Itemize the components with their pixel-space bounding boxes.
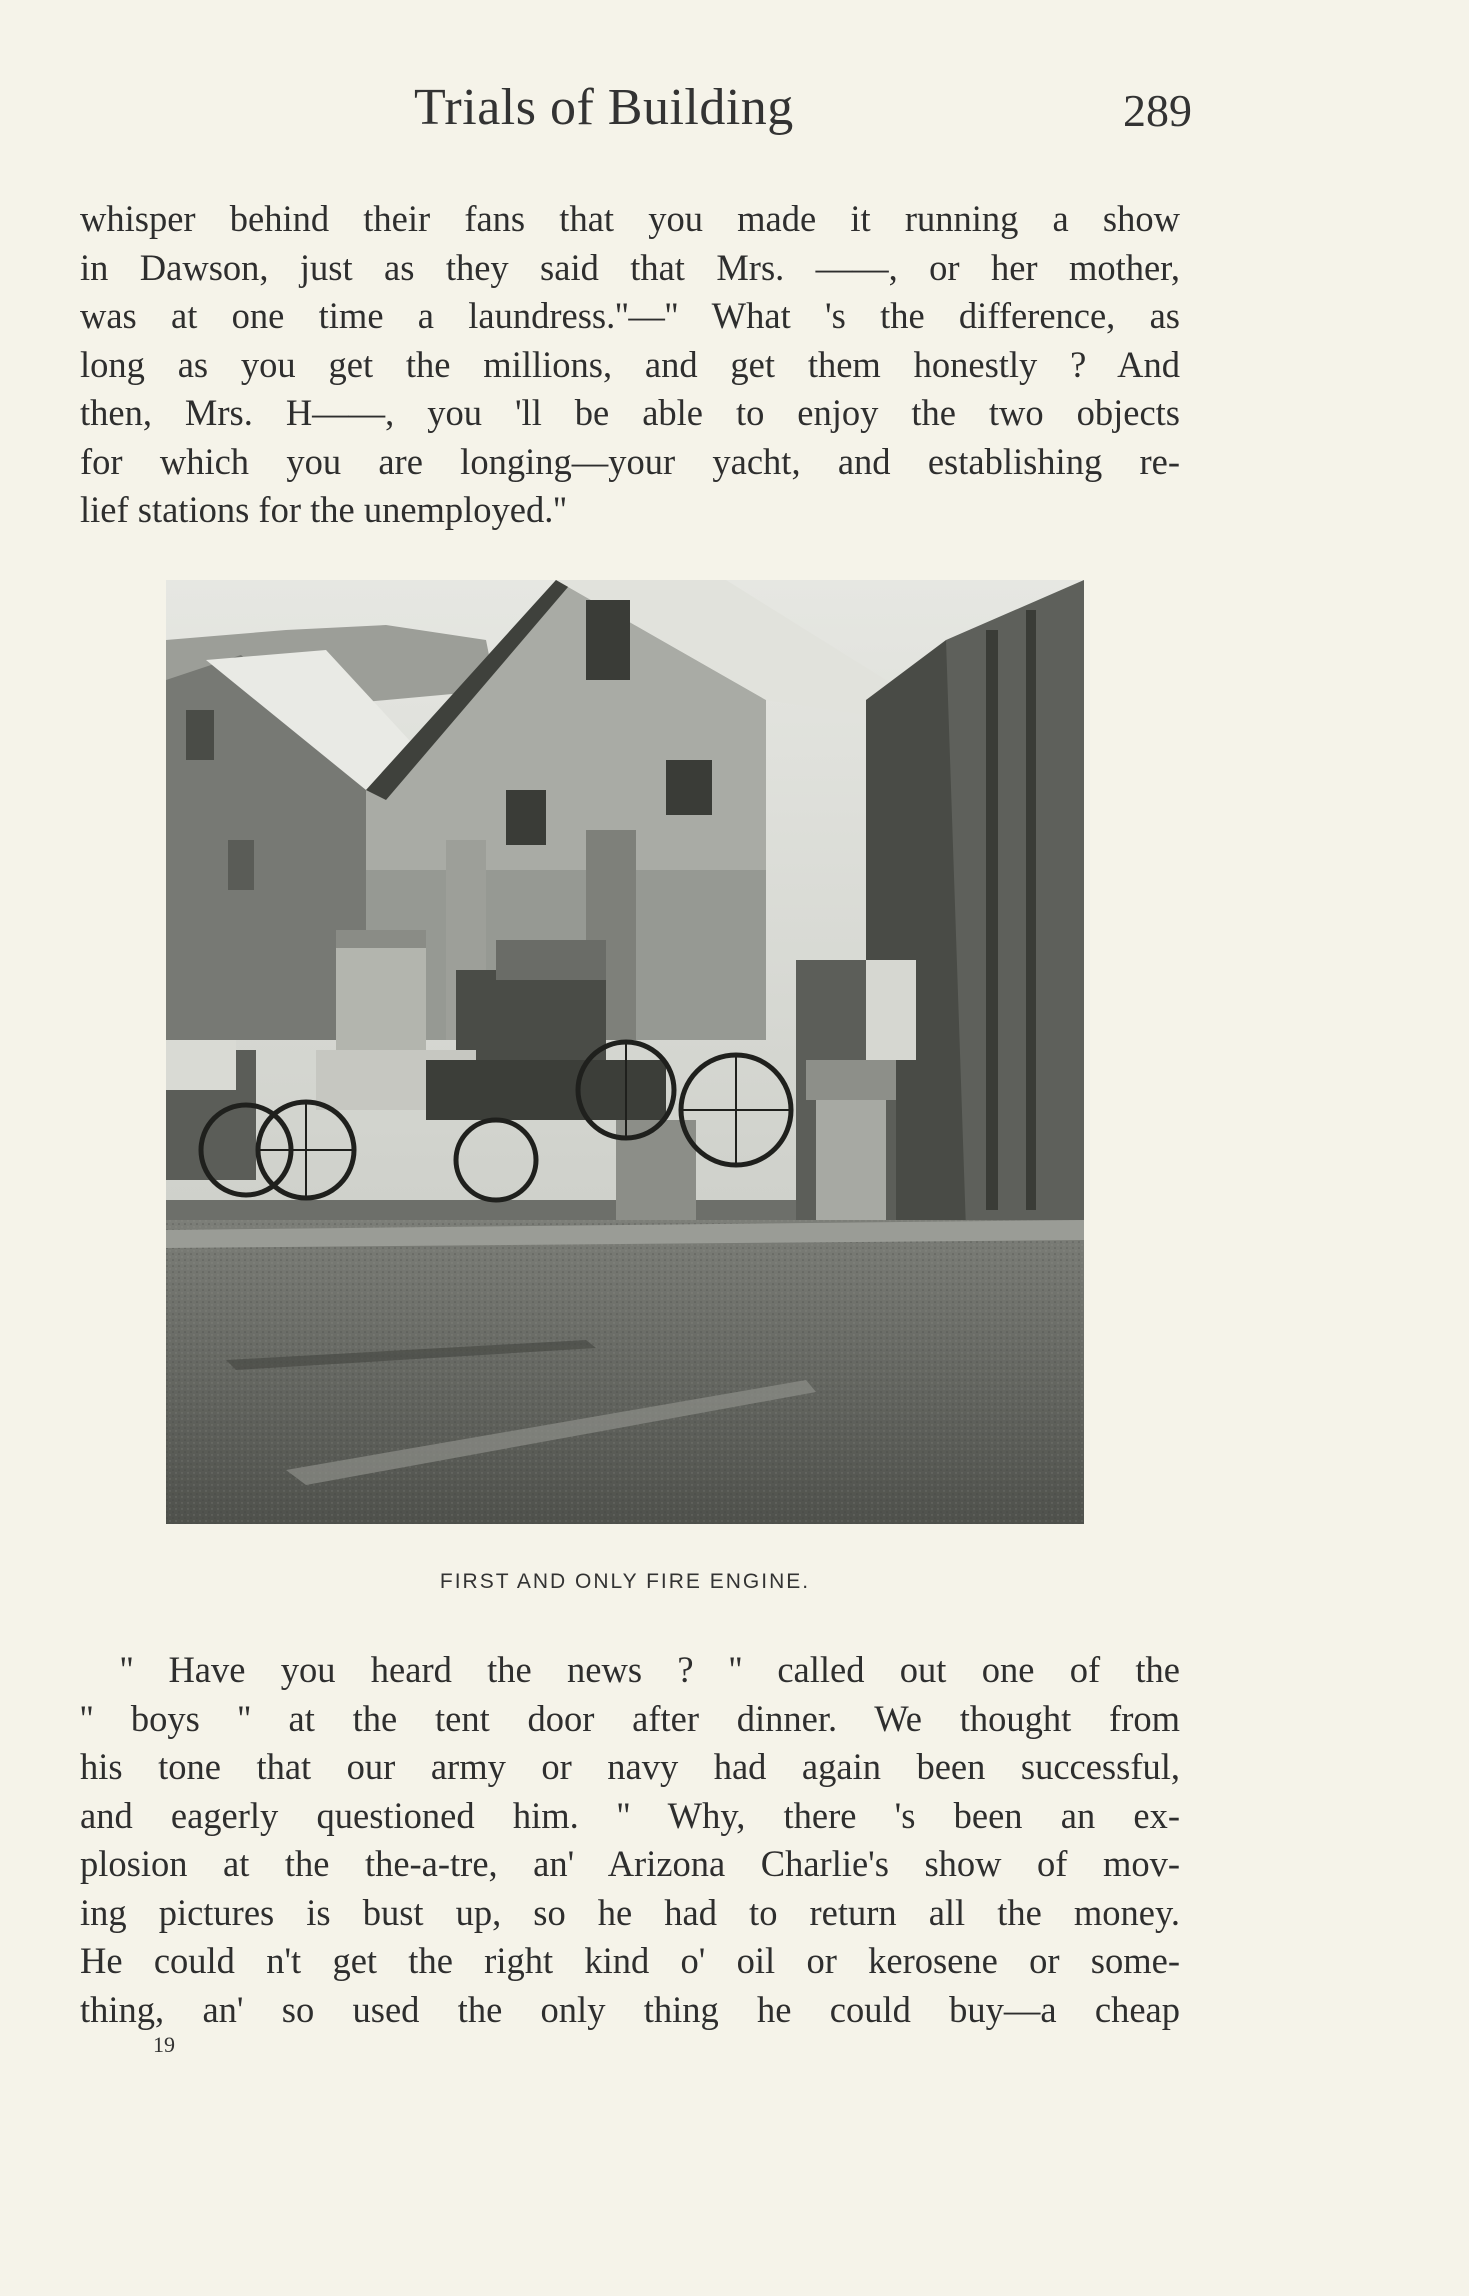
text-line: lief stations for the unemployed.'' — [80, 489, 567, 530]
text-line: whisper behind their fans that you made it running a show — [80, 198, 1180, 239]
photograph-illustration — [166, 580, 1084, 1524]
text-line: his tone that our army or navy had again been successful, — [80, 1746, 1180, 1787]
figure-caption: FIRST AND ONLY FIRE ENGINE. — [439, 1570, 811, 1593]
running-title: Trials of Building — [414, 79, 794, 136]
text-line: then, Mrs. H——, you 'll be able to enjoy the two objects — [80, 392, 1180, 433]
paragraph-1 — [80, 195, 1180, 535]
text-line: ing pictures is bust up, so he had to return all the money. — [80, 1891, 1180, 1933]
photograph-fire-engine — [166, 580, 1084, 1524]
text-line: for which you are longing—your yacht, and establishing re- — [80, 440, 1180, 482]
text-line: and eagerly questioned him. '' Why, there 's been an ex- — [80, 1794, 1180, 1836]
page-number: 289 — [1123, 85, 1192, 136]
text-line: long as you get the millions, and get them honestly ? And — [80, 343, 1180, 385]
text-line: plosion at the the-a-tre, an' Arizona Charlie's show of mov- — [80, 1843, 1180, 1884]
text-line: thing, an' so used the only thing he could buy—a cheap — [80, 1988, 1180, 2030]
text-line: He could n't get the right kind o' oil or kerosene or some- — [80, 1940, 1180, 1981]
signature-mark: 19 — [153, 2032, 175, 2057]
text-line: '' Have you heard the news ? '' called out one of the — [120, 1649, 1180, 1690]
text-line: was at one time a laundress.''—'' What 's the difference, as — [80, 295, 1180, 336]
text-line: '' boys '' at the tent door after dinner. We thought from — [80, 1697, 1180, 1739]
text-line: in Dawson, just as they said that Mrs. ——, or her mother, — [80, 246, 1180, 288]
running-header — [84, 78, 1192, 148]
paragraph-2 — [80, 1646, 1180, 2034]
